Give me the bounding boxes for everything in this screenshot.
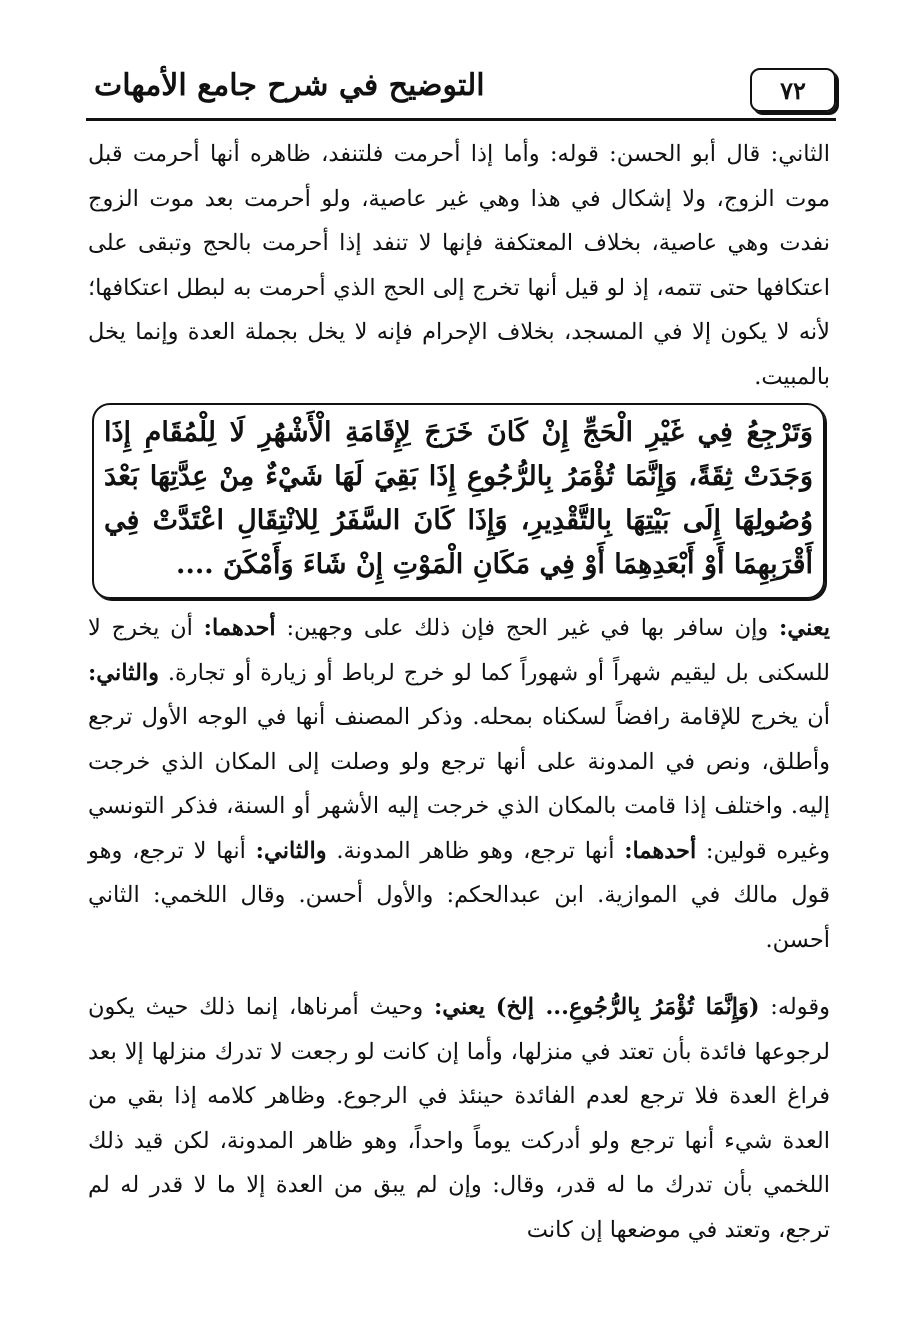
para2-text-3: أن يخرج للإقامة رافضاً لسكناه بمحله. وذكر المصنف أنها في الوجه الأول ترجع وأطلق، ونص في المدونة على أنها ترجع ولو وصلت إلى المكان الذي خرجت إليه. واختلف إذا قامت بالمكان الذي خرجت إليه الأشهر أو السنة، فذكر التونسي وغيره قولين:: [88, 704, 831, 864]
term-yani-2: يعني:: [433, 994, 485, 1020]
page-number: ٧٢: [780, 75, 806, 105]
page-header: [86, 62, 836, 122]
term-yani: يعني:: [779, 615, 830, 641]
page-number-box: [750, 68, 836, 112]
book-title: التوضيح في شرح جامع الأمهات: [94, 68, 485, 103]
para3-text-1: وقوله:: [759, 994, 830, 1020]
commentary-paragraph-3: [88, 985, 830, 1252]
term-ahaduhuma: أحدهما:: [203, 615, 276, 641]
term-althani-2: والثاني:: [255, 837, 327, 864]
matn-text: وَتَرْجِعُ فِي غَيْرِ الْحَجِّ إِنْ كَانَ خَرَجَ لِإِقَامَةِ الْأَشْهُرِ لَا لِلْمُقَامِ إِذَا وَجَدَتْ ثِقَةً، وَإِنَّمَا تُؤْمَرُ بِالرُّجُوعِ إِذَا بَقِيَ لَهَا شَيْءٌ مِنْ عِدَّتِهَا بَعْدَ وُصُولِهَا إِلَى بَيْتِهَا بِالتَّقْدِيرِ، وَإِذَا كَانَ السَّفَرُ لِلانْتِقَالِ اعْتَدَّتْ فِي أَقْرَبِهِمَا أَوْ أَبْعَدِهِمَا أَوْ فِي مَكَانِ الْمَوْتِ إِنْ شَاءَ وَأَمْكَنَ ....: [104, 417, 814, 580]
para2-text-5: أنها لا ترجع، وهو قول مالك في الموازية. ابن عبدالحكم: والأول أحسن. وقال اللخمي: الثاني أحسن.: [88, 837, 830, 953]
para2-text-2: أن يخرج لا للسكنى بل ليقيم شهراً أو شهوراً كما لو خرج لرباط أو زيارة أو تجارة.: [88, 615, 830, 686]
para3-text-2: [485, 994, 496, 1020]
term-ahaduhuma-2: أحدهما:: [624, 837, 697, 864]
header-rule: [86, 118, 836, 121]
para3-text-3: وحيث أمرناها، إنما ذلك حيث يكون لرجوعها فائدة بأن تعتد في منزلها، وأما إن كانت لو رجعت لا تدرك منزلها إلا بعد فراغ العدة فلا ترجع لعدم الفائدة حينئذ في الرجوع. وظاهر كلامه إذا بقي من العدة شيء أنها ترجع ولو أدركت يوماً واحداً، وهو ظاهر المدونة، لكن قيد ذلك اللخمي بأن تدرك ما له قدر، وقال: وإن لم يبق من العدة إلا ما لا قدر له لم ترجع، وتعتد في موضعها إن كانت: [88, 994, 830, 1243]
para2-text-4: أنها ترجع، وهو ظاهر المدونة.: [326, 837, 625, 864]
matn-box: [92, 403, 825, 599]
para2-text-1: وإن سافر بها في غير الحج فإن ذلك على وجهين:: [275, 615, 780, 641]
term-althani: والثاني:: [88, 659, 159, 686]
matn-quote: (وَإِنَّمَا تُؤْمَرُ بِالرُّجُوعِ... إلخ): [495, 994, 760, 1020]
commentary-paragraph-2: [88, 606, 830, 962]
commentary-paragraph-1: الثاني: قال أبو الحسن: قوله: وأما إذا أحرمت فلتنفد، ظاهره أنها أحرمت قبل موت الزوج، ولا إشكال في هذا وهي غير عاصية، ولو أحرمت بعد موت الزوج نفدت وهي عاصية، بخلاف المعتكفة فإنها لا تنفد إذا أحرمت بالحج وتبقى على اعتكافها حتى تتمه، إذ لو قيل أنها تخرج إلى الحج الذي أحرمت به لبطل اعتكافها؛ لأنه لا يكون إلا في المسجد، بخلاف الإحرام فإنه لا يخل بجملة العدة وإنما يخل بالمبيت.: [88, 141, 830, 390]
